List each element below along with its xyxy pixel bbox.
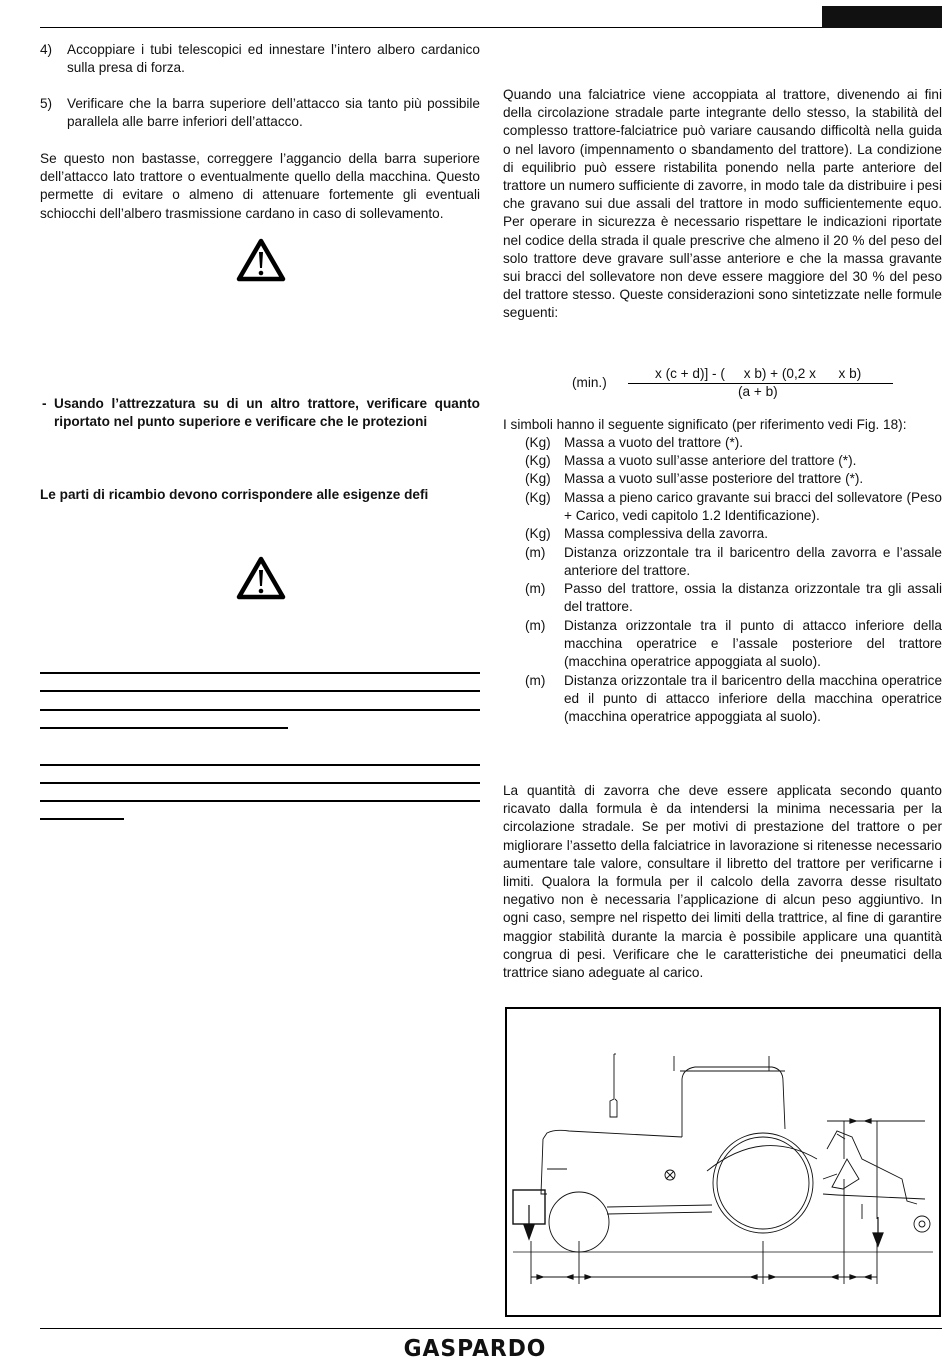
symbol-desc: Passo del trattore, ossia la distanza orizzontale tra gli assali del trattore. — [564, 581, 942, 615]
symbol-desc: Distanza orizzontale tra il baricentro della macchina operatrice ed il punto di attacco inferiore della macchina operatrice (macchina operatrice appoggiata al suolo). — [564, 673, 942, 725]
blank-rule-1 — [40, 672, 480, 674]
symbol-desc: Massa a vuoto sull’asse anteriore del trattore (*). — [564, 453, 857, 468]
ballast-paragraph: La quantità di zavorra che deve essere applicata secondo quanto ricavato dalla formula è da intendersi la minima necessaria per la circolazione stradale. Se per motivi di prestazione del trattore o per migliorare l’assetto della falciatrice in lavorazione si ritenesse necessario aumentare tale valore, consultare il libretto del trattore per verificarne i limiti. Qualora la formula per il calcolo della zavorra desse risultato negativo non è necessaria l’applicazione di alcun peso aggiuntivo. In ogni caso, sempre nel rispetto dei limiti della trattrice, al fine di garantire maggior stabilità durante la marcia è possibile applicare una quantità congrua di pesi. Verificare che le caratteristiche dei pneumatici della trattrice siano adeguate al carico. — [503, 783, 942, 981]
header-rule — [40, 27, 942, 28]
symbol-unit: (m) — [525, 545, 546, 560]
symbol-unit: (Kg) — [525, 453, 551, 468]
header-tab-block — [822, 6, 942, 28]
blank-rule-4 — [40, 727, 288, 729]
symbol-unit: (m) — [525, 618, 546, 633]
symbol-unit: (Kg) — [525, 490, 551, 505]
symbol-unit: (m) — [525, 673, 546, 688]
gaspardo-logo: GASPARDO — [403, 1336, 547, 1362]
center-of-gravity-icon — [665, 1170, 675, 1180]
symbol-desc: Massa a vuoto del trattore (*). — [564, 435, 744, 450]
warning-triangle-icon — [236, 238, 286, 282]
blank-rule-8 — [40, 818, 124, 820]
ballast-intro: Quando una falciatrice viene accoppiata al trattore, divenendo ai fini della circolazione stradale parte integrante dello stesso, la stabilità del complesso trattore-falciatrice può variare causando difficoltà nella guida o nel lavoro (impennamento o sbandamento del trattore). La condizione di equilibrio può essere ristabilita ponendo nella parte anteriore del trattore un numero sufficiente di zavorre, in modo tale da distribuire i pesi che gravano sui due assali del trattore in modo sufficientemente equo. Per operare in sicurezza è necessario rispettare le indicazioni riportate nel codice della strada il quale prescrive che almeno il 20 % del peso del solo trattore deve gravare sull’asse anteriore e che la massa gravante sui bracci del sollevatore non deve essere maggiore del 30 % del peso del trattore stesso. Queste considerazioni sono sintetizzate nelle formule seguenti: — [503, 87, 942, 321]
item-4-text: Accoppiare i tubi telescopici ed innestare l’intero albero cardanico sulla presa di forza. — [67, 42, 480, 76]
tractor-ballast-figure — [505, 1007, 941, 1317]
item-5-text: Verificare che la barra superiore dell’attacco sia tanto più possibile parallela alle barre inferiori dell’attacco. — [67, 96, 480, 130]
formula-numerator: x (c + d)] - ( x b) + (0,2 x x b) — [655, 366, 862, 381]
symbols-intro: I simboli hanno il seguente significato (per riferimento vedi Fig. 18): — [503, 417, 907, 432]
bullet-dash: - — [42, 396, 47, 411]
blank-rule-6 — [40, 782, 480, 784]
tractor-diagram — [507, 1009, 939, 1315]
blank-rule-2 — [40, 690, 480, 692]
symbol-unit: (Kg) — [525, 471, 551, 486]
blank-rule-7 — [40, 800, 480, 802]
symbol-desc: Massa a pieno carico gravante sui bracci del sollevatore (Peso + Carico, vedi capitolo 1.2 Identificazione). — [564, 490, 942, 524]
symbol-desc: Massa complessiva della zavorra. — [564, 526, 768, 541]
footer-rule — [40, 1328, 942, 1329]
formula-denominator: (a + b) — [738, 384, 778, 399]
spare-parts-note: Le parti di ricambio devono corrispondere alle esigenze defi — [40, 487, 429, 502]
symbol-desc: Distanza orizzontale tra il punto di attacco inferiore della macchina operatrice e l’assale posteriore del trattore (macchina operatrice appoggiata al suolo). — [564, 618, 942, 670]
symbol-desc: Massa a vuoto sull’asse posteriore del trattore (*). — [564, 471, 864, 486]
warning-triangle-icon-2 — [236, 556, 286, 600]
symbol-unit: (m) — [525, 581, 546, 596]
item-4-number: 4) — [40, 42, 53, 57]
blank-rule-5 — [40, 764, 480, 766]
blank-rule-3 — [40, 709, 480, 711]
symbol-unit: (Kg) — [525, 435, 551, 450]
symbol-desc: Distanza orizzontale tra il baricentro della zavorra e l’assale anteriore del trattore. — [564, 545, 942, 579]
symbol-unit: (Kg) — [525, 526, 551, 541]
bullet-tractor-check: Usando l’attrezzatura su di un altro trattore, verificare quanto riportato nel punto superiore e verificare che le protezioni — [54, 396, 480, 430]
formula-min-label: (min.) — [572, 375, 607, 390]
item-5-number: 5) — [40, 96, 53, 111]
paragraph-attachment: Se questo non bastasse, correggere l’aggancio della barra superiore dell’attacco lato trattore o eventualmente quello della macchina. Questo permette di evitare o almeno di attenuare fortemente gli eventuali schiocchi dell’albero trasmissione cardano in caso di sollevamento. — [40, 151, 480, 221]
